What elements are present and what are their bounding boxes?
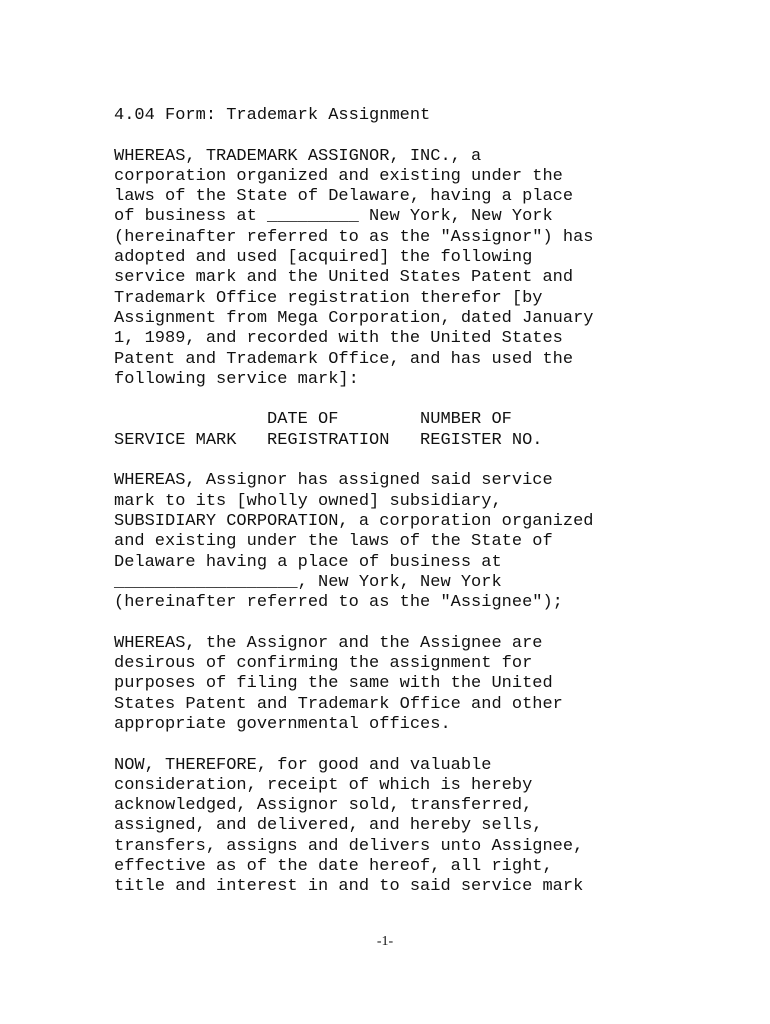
table-header-row: DATE OF NUMBER OF — [114, 410, 512, 430]
paragraph-whereas-assignee — [114, 471, 714, 613]
text-line: 1, 1989, and recorded with the United States — [114, 329, 563, 349]
text-line: appropriate governmental offices. — [114, 714, 451, 734]
text-line: Assignment from Mega Corporation, dated January — [114, 308, 594, 328]
table-header-row: SERVICE MARK REGISTRATION REGISTER NO. — [114, 430, 543, 450]
text-line: __________________, New York, New York — [114, 572, 502, 592]
text-line: (hereinafter referred to as the "Assignee"); — [114, 593, 563, 613]
text-line: following service mark]: — [114, 369, 359, 389]
text-line: of business at _________ New York, New York — [114, 207, 553, 227]
text-line: mark to its [wholly owned] subsidiary, — [114, 491, 502, 511]
text-line: WHEREAS, TRADEMARK ASSIGNOR, INC., a — [114, 146, 482, 166]
paragraph-whereas-confirming — [114, 634, 714, 735]
text-line: title and interest in and to said service mark — [114, 877, 584, 897]
text-line: Patent and Trademark Office, and has used the — [114, 349, 574, 369]
paragraph-whereas-assignor — [114, 147, 714, 391]
text-line: transfers, assigns and delivers unto Assignee, — [114, 836, 584, 856]
text-line: consideration, receipt of which is hereby — [114, 775, 533, 795]
text-line: SUBSIDIARY CORPORATION, a corporation organized — [114, 511, 594, 531]
text-line: Delaware having a place of business at — [114, 552, 502, 572]
text-line: acknowledged, Assignor sold, transferred, — [114, 796, 533, 816]
text-line: desirous of confirming the assignment for — [114, 654, 533, 674]
text-line: laws of the State of Delaware, having a place — [114, 187, 574, 207]
text-line: States Patent and Trademark Office and other — [114, 694, 563, 714]
text-line: NOW, THEREFORE, for good and valuable — [114, 755, 492, 775]
text-line: assigned, and delivered, and hereby sells, — [114, 816, 543, 836]
text-line: purposes of filing the same with the United — [114, 674, 553, 694]
text-line: WHEREAS, the Assignor and the Assignee are — [114, 633, 543, 653]
document-title: 4.04 Form: Trademark Assignment — [114, 106, 431, 125]
text-line: effective as of the date hereof, all right, — [114, 856, 553, 876]
text-line: and existing under the laws of the State of — [114, 532, 553, 552]
text-line: Trademark Office registration therefor [by — [114, 288, 543, 308]
service-mark-table-header — [114, 410, 714, 451]
document-body — [114, 106, 714, 898]
text-line: corporation organized and existing under the — [114, 166, 563, 186]
text-line: (hereinafter referred to as the "Assignor") has — [114, 227, 594, 247]
page-number: -1- — [376, 934, 394, 949]
paragraph-now-therefore — [114, 756, 714, 898]
text-line: WHEREAS, Assignor has assigned said service — [114, 471, 553, 491]
text-line: service mark and the United States Patent and — [114, 268, 574, 288]
text-line: adopted and used [acquired] the following — [114, 248, 533, 268]
